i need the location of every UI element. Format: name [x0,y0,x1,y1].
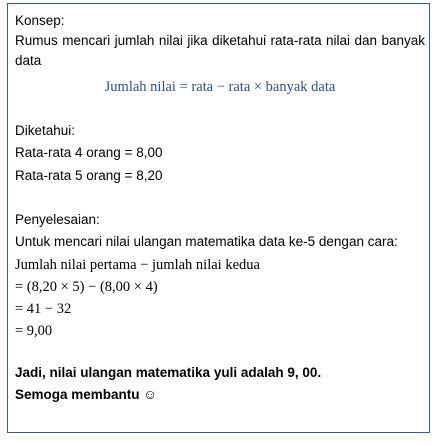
penyelesaian-step-2: = (8,20 × 5) − (8,00 × 4) [15,279,158,295]
penyelesaian-step-4: = 9,00 [15,323,53,339]
penyelesaian-step-3: = 41 − 32 [15,301,72,317]
diketahui-item-2: Rata-rata 5 orang = 8,20 [15,168,163,183]
answer-box [7,3,430,433]
konsep-heading: Konsep: [15,13,65,28]
konsep-description: Rumus mencari jumlah nilai jika diketahui rata-rata nilai dan banyak data [15,33,425,68]
konsep-formula: Jumlah nilai = rata − rata × banyak data [104,79,336,95]
answer-statement: Jadi, nilai ulangan matematika yuli adalah 9, 00. [15,365,322,380]
penyelesaian-heading: Penyelesaian: [15,212,100,227]
penyelesaian-step-1: Jumlah nilai pertama − jumlah nilai kedua [15,257,260,273]
answer-content [15,11,425,405]
diketahui-heading: Diketahui: [15,123,76,138]
penyelesaian-intro: Untuk mencari nilai ulangan matematika data ke-5 dengan cara: [15,234,398,249]
diketahui-item-1: Rata-rata 4 orang = 8,00 [15,145,163,160]
closing-message: Semoga membantu ☺ [15,387,158,402]
